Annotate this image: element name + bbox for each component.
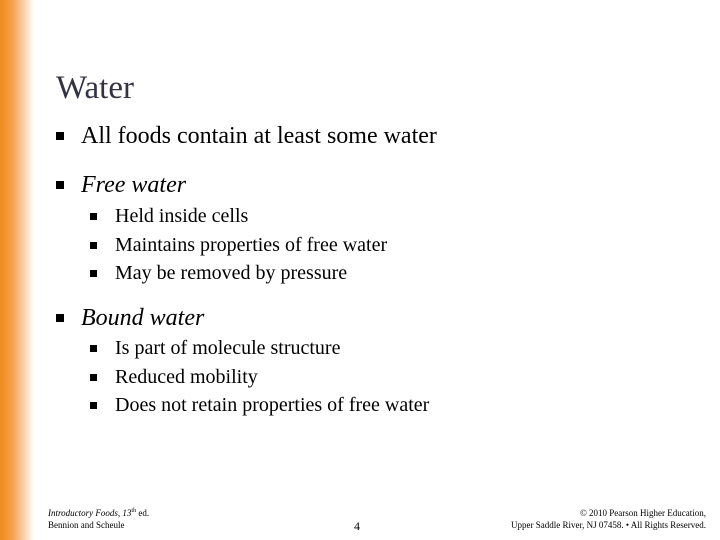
footer-book-title: Introductory Foods, 13 [48,508,132,518]
footer-authors: Bennion and Scheule [48,520,125,530]
footer-book-title-line [48,507,149,519]
footer-edition-suffix: th [131,508,137,514]
sub-bullet-text-3-2: Reduced mobility [115,366,258,388]
bullet-marker-1 [56,132,64,140]
footer-copyright-line-1: © 2010 Pearson Higher Education, [579,508,706,518]
sub-bullet-marker-2-2 [90,242,97,249]
bullet-text-2: Free water [81,172,187,198]
sub-bullet-text-2-3: May be removed by pressure [115,262,348,284]
slide-title: Water [56,70,134,106]
bullet-marker-2 [56,181,64,189]
sub-bullet-marker-3-3 [90,402,97,409]
bullet-marker-3 [56,314,64,322]
sub-bullet-text-3-3: Does not retain properties of free water [115,394,430,416]
footer-book-info [48,507,149,531]
left-accent-bar [0,0,34,540]
sub-bullet-text-2-2: Maintains properties of free water [115,234,388,256]
sub-bullet-marker-3-2 [90,374,97,381]
footer-edition-word: ed. [136,508,150,518]
sub-bullet-marker-3-1 [90,345,97,352]
bullet-text-3: Bound water [81,305,205,331]
footer-copyright-line-2: Upper Saddle River, NJ 07458. • All Rights Reserved. [510,520,706,530]
sub-bullet-marker-2-1 [90,213,97,220]
bullet-text-1: All foods contain at least some water [81,123,437,149]
footer-copyright [511,507,706,531]
page-number: 4 [354,519,360,533]
sub-bullet-marker-2-3 [90,270,97,277]
sub-bullet-text-2-1: Held inside cells [115,205,249,227]
sub-bullet-text-3-1: Is part of molecule structure [115,337,341,359]
